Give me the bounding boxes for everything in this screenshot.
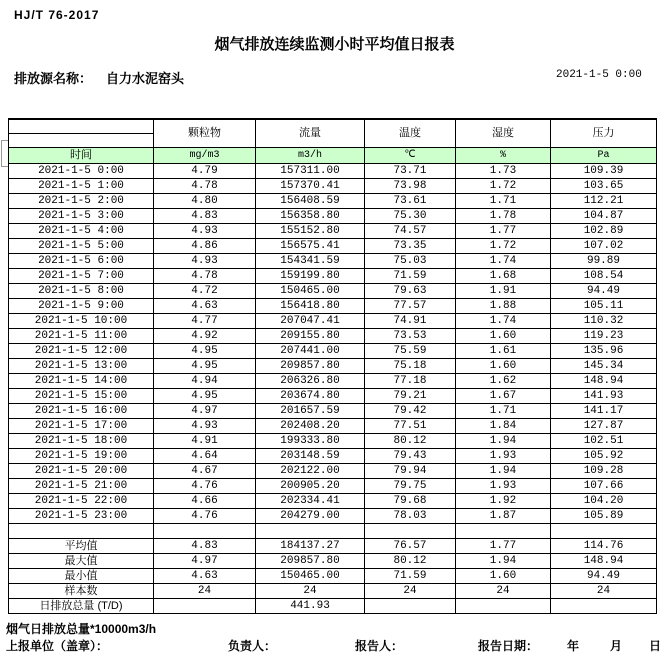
row-label-cell: 2021-1-5 8:00 <box>9 284 154 299</box>
value-cell: 1.88 <box>456 299 551 314</box>
col-header-pressure: 压力 <box>551 119 657 148</box>
value-cell: 80.12 <box>365 554 456 569</box>
value-cell: 1.60 <box>456 359 551 374</box>
row-label-cell: 2021-1-5 10:00 <box>9 314 154 329</box>
table-row <box>9 239 657 254</box>
value-cell: 4.76 <box>154 479 256 494</box>
value-cell: 4.67 <box>154 464 256 479</box>
table-row <box>9 494 657 509</box>
summary-row <box>9 554 657 569</box>
value-cell: 4.77 <box>154 314 256 329</box>
table-row <box>9 359 657 374</box>
value-cell: 4.91 <box>154 434 256 449</box>
value-cell: 107.02 <box>551 239 657 254</box>
value-cell: 4.76 <box>154 509 256 524</box>
value-cell: 141.93 <box>551 389 657 404</box>
value-cell: 4.78 <box>154 269 256 284</box>
day-label: 日 <box>649 639 662 653</box>
row-label-cell: 2021-1-5 13:00 <box>9 359 154 374</box>
value-cell: 4.86 <box>154 239 256 254</box>
value-cell: 202122.00 <box>256 464 365 479</box>
value-cell: 4.66 <box>154 494 256 509</box>
value-cell: 1.74 <box>456 254 551 269</box>
table-row <box>9 314 657 329</box>
value-cell: 150465.00 <box>256 284 365 299</box>
value-cell: 78.03 <box>365 509 456 524</box>
value-cell: 206326.80 <box>256 374 365 389</box>
value-cell: 102.89 <box>551 224 657 239</box>
value-cell: 77.18 <box>365 374 456 389</box>
value-cell: 104.87 <box>551 209 657 224</box>
value-cell: 1.72 <box>456 179 551 194</box>
value-cell: 24 <box>256 584 365 599</box>
value-cell: 202334.41 <box>256 494 365 509</box>
value-cell: 4.63 <box>154 299 256 314</box>
value-cell: 105.11 <box>551 299 657 314</box>
value-cell: 4.83 <box>154 209 256 224</box>
value-cell: 156358.80 <box>256 209 365 224</box>
standard-number: HJ/T 76-2017 <box>14 8 100 22</box>
monitoring-table <box>8 118 657 614</box>
value-cell: 1.93 <box>456 449 551 464</box>
value-cell: 112.21 <box>551 194 657 209</box>
emission-source-name: 自力水泥窑头 <box>106 71 185 86</box>
row-label-cell: 2021-1-5 16:00 <box>9 404 154 419</box>
row-label-cell: 2021-1-5 2:00 <box>9 194 154 209</box>
value-cell: 73.71 <box>365 164 456 179</box>
value-cell <box>154 599 256 614</box>
row-label-cell: 2021-1-5 11:00 <box>9 329 154 344</box>
print-margin-mark <box>1 140 8 167</box>
table-body <box>9 164 657 614</box>
value-cell: 75.03 <box>365 254 456 269</box>
value-cell: 1.94 <box>456 434 551 449</box>
value-cell: 4.92 <box>154 329 256 344</box>
value-cell: 105.89 <box>551 509 657 524</box>
value-cell: 209857.80 <box>256 359 365 374</box>
value-cell: 1.94 <box>456 464 551 479</box>
summary-row <box>9 599 657 614</box>
value-cell: 204279.00 <box>256 509 365 524</box>
table-row <box>9 404 657 419</box>
value-cell: 148.94 <box>551 374 657 389</box>
value-cell: 199333.80 <box>256 434 365 449</box>
value-cell: 1.77 <box>456 224 551 239</box>
value-cell: 209155.80 <box>256 329 365 344</box>
row-label-cell: 2021-1-5 6:00 <box>9 254 154 269</box>
row-label-cell: 最小值 <box>9 569 154 584</box>
value-cell: 4.95 <box>154 389 256 404</box>
report-date-label: 报告日期： <box>478 639 539 653</box>
row-label-cell: 2021-1-5 23:00 <box>9 509 154 524</box>
row-label-cell: 2021-1-5 18:00 <box>9 434 154 449</box>
value-cell: 127.87 <box>551 419 657 434</box>
value-cell <box>256 524 365 539</box>
value-cell: 114.76 <box>551 539 657 554</box>
table-row <box>9 179 657 194</box>
value-cell: 157370.41 <box>256 179 365 194</box>
value-cell: 154341.59 <box>256 254 365 269</box>
value-cell: 1.68 <box>456 269 551 284</box>
value-cell: 145.34 <box>551 359 657 374</box>
row-label-cell: 2021-1-5 14:00 <box>9 374 154 389</box>
row-label-cell: 样本数 <box>9 584 154 599</box>
value-cell: 1.62 <box>456 374 551 389</box>
value-cell: 73.98 <box>365 179 456 194</box>
value-cell: 203674.80 <box>256 389 365 404</box>
value-cell: 159199.80 <box>256 269 365 284</box>
value-cell: 79.63 <box>365 284 456 299</box>
value-cell: 24 <box>456 584 551 599</box>
row-label-cell: 2021-1-5 12:00 <box>9 344 154 359</box>
value-cell: 1.93 <box>456 479 551 494</box>
value-cell <box>551 599 657 614</box>
value-cell: 80.12 <box>365 434 456 449</box>
row-label-cell <box>9 524 154 539</box>
value-cell: 4.93 <box>154 254 256 269</box>
header-empty-cell-bottom <box>9 134 154 148</box>
value-cell: 1.72 <box>456 239 551 254</box>
table-row <box>9 419 657 434</box>
value-cell: 104.20 <box>551 494 657 509</box>
value-cell: 1.77 <box>456 539 551 554</box>
value-cell: 75.18 <box>365 359 456 374</box>
table-row <box>9 374 657 389</box>
value-cell: 1.71 <box>456 404 551 419</box>
value-cell: 79.68 <box>365 494 456 509</box>
month-label: 月 <box>610 639 623 653</box>
header-row-top <box>9 119 657 134</box>
value-cell: 1.61 <box>456 344 551 359</box>
units-row <box>9 148 657 164</box>
value-cell: 1.94 <box>456 554 551 569</box>
table-row <box>9 509 657 524</box>
table-row <box>9 464 657 479</box>
value-cell: 24 <box>365 584 456 599</box>
value-cell: 4.78 <box>154 179 256 194</box>
value-cell: 1.60 <box>456 569 551 584</box>
row-label-cell: 2021-1-5 3:00 <box>9 209 154 224</box>
value-cell: 79.43 <box>365 449 456 464</box>
value-cell <box>154 524 256 539</box>
table-row <box>9 479 657 494</box>
unit-humidity: % <box>456 148 551 164</box>
table-row <box>9 269 657 284</box>
value-cell: 109.28 <box>551 464 657 479</box>
value-cell: 4.97 <box>154 554 256 569</box>
page-title: 烟气排放连续监测小时平均值日报表 <box>214 36 455 53</box>
value-cell: 109.39 <box>551 164 657 179</box>
value-cell: 4.63 <box>154 569 256 584</box>
row-label-cell: 2021-1-5 15:00 <box>9 389 154 404</box>
value-cell: 141.17 <box>551 404 657 419</box>
value-cell: 102.51 <box>551 434 657 449</box>
value-cell: 107.66 <box>551 479 657 494</box>
emission-source-label: 排放源名称： <box>14 71 93 86</box>
value-cell: 4.79 <box>154 164 256 179</box>
row-label-cell: 2021-1-5 21:00 <box>9 479 154 494</box>
value-cell: 135.96 <box>551 344 657 359</box>
value-cell: 201657.59 <box>256 404 365 419</box>
value-cell <box>456 599 551 614</box>
value-cell: 200905.20 <box>256 479 365 494</box>
value-cell: 4.94 <box>154 374 256 389</box>
value-cell: 4.95 <box>154 344 256 359</box>
row-label-cell: 最大值 <box>9 554 154 569</box>
value-cell: 4.64 <box>154 449 256 464</box>
value-cell: 24 <box>154 584 256 599</box>
table-row <box>9 194 657 209</box>
value-cell: 79.94 <box>365 464 456 479</box>
value-cell: 155152.80 <box>256 224 365 239</box>
reporter-label: 报告人： <box>355 639 404 653</box>
value-cell: 156408.59 <box>256 194 365 209</box>
value-cell: 110.32 <box>551 314 657 329</box>
unit-pressure: Pa <box>551 148 657 164</box>
value-cell: 94.49 <box>551 284 657 299</box>
row-label-cell: 2021-1-5 17:00 <box>9 419 154 434</box>
value-cell <box>365 524 456 539</box>
value-cell: 71.59 <box>365 269 456 284</box>
report-unit-label: 上报单位（盖章）： <box>6 639 109 653</box>
value-cell: 79.75 <box>365 479 456 494</box>
value-cell: 156575.41 <box>256 239 365 254</box>
row-label-cell: 2021-1-5 19:00 <box>9 449 154 464</box>
col-header-temperature: 温度 <box>365 119 456 148</box>
value-cell: 79.21 <box>365 389 456 404</box>
value-cell: 148.94 <box>551 554 657 569</box>
row-label-cell: 2021-1-5 22:00 <box>9 494 154 509</box>
value-cell: 77.51 <box>365 419 456 434</box>
value-cell: 4.72 <box>154 284 256 299</box>
value-cell: 4.93 <box>154 419 256 434</box>
value-cell: 209857.80 <box>256 554 365 569</box>
value-cell: 73.35 <box>365 239 456 254</box>
table-row <box>9 209 657 224</box>
row-label-cell: 2021-1-5 9:00 <box>9 299 154 314</box>
value-cell: 73.61 <box>365 194 456 209</box>
total-emission-note: 烟气日排放总量*10000m3/h <box>6 622 157 636</box>
value-cell <box>365 599 456 614</box>
value-cell: 108.54 <box>551 269 657 284</box>
row-label-cell: 2021-1-5 0:00 <box>9 164 154 179</box>
value-cell: 1.73 <box>456 164 551 179</box>
col-header-flow: 流量 <box>256 119 365 148</box>
value-cell: 71.59 <box>365 569 456 584</box>
value-cell: 1.92 <box>456 494 551 509</box>
value-cell: 74.91 <box>365 314 456 329</box>
value-cell: 1.87 <box>456 509 551 524</box>
value-cell: 184137.27 <box>256 539 365 554</box>
value-cell: 4.83 <box>154 539 256 554</box>
table-row <box>9 164 657 179</box>
report-datetime: 2021-1-5 0:00 <box>556 69 642 81</box>
value-cell: 4.95 <box>154 359 256 374</box>
value-cell: 157311.00 <box>256 164 365 179</box>
value-cell: 1.71 <box>456 194 551 209</box>
value-cell: 1.60 <box>456 329 551 344</box>
value-cell: 202408.20 <box>256 419 365 434</box>
value-cell: 77.57 <box>365 299 456 314</box>
summary-row <box>9 584 657 599</box>
col-header-particulate: 颗粒物 <box>154 119 256 148</box>
value-cell: 74.57 <box>365 224 456 239</box>
responsible-label: 负责人： <box>228 639 277 653</box>
value-cell <box>456 524 551 539</box>
summary-row <box>9 539 657 554</box>
year-label: 年 <box>567 639 580 653</box>
value-cell: 119.23 <box>551 329 657 344</box>
row-label-cell: 2021-1-5 1:00 <box>9 179 154 194</box>
unit-particulate: mg/m3 <box>154 148 256 164</box>
row-label-cell: 2021-1-5 7:00 <box>9 269 154 284</box>
spacer-row <box>9 524 657 539</box>
table-row <box>9 329 657 344</box>
value-cell: 156418.80 <box>256 299 365 314</box>
value-cell: 94.49 <box>551 569 657 584</box>
col-header-humidity: 湿度 <box>456 119 551 148</box>
value-cell: 207047.41 <box>256 314 365 329</box>
table-row <box>9 434 657 449</box>
value-cell: 207441.00 <box>256 344 365 359</box>
table-row <box>9 284 657 299</box>
row-label-cell: 2021-1-5 4:00 <box>9 224 154 239</box>
value-cell: 203148.59 <box>256 449 365 464</box>
value-cell: 73.53 <box>365 329 456 344</box>
table-row <box>9 389 657 404</box>
value-cell: 103.65 <box>551 179 657 194</box>
value-cell: 1.67 <box>456 389 551 404</box>
row-label-cell: 2021-1-5 20:00 <box>9 464 154 479</box>
unit-flow: m3/h <box>256 148 365 164</box>
value-cell: 441.93 <box>256 599 365 614</box>
table-row <box>9 224 657 239</box>
value-cell: 79.42 <box>365 404 456 419</box>
row-label-cell: 2021-1-5 5:00 <box>9 239 154 254</box>
unit-temperature: ℃ <box>365 148 456 164</box>
table-row <box>9 299 657 314</box>
table-row <box>9 449 657 464</box>
time-column-header: 时间 <box>9 148 154 164</box>
value-cell: 105.92 <box>551 449 657 464</box>
summary-row <box>9 569 657 584</box>
value-cell: 76.57 <box>365 539 456 554</box>
table-row <box>9 254 657 269</box>
value-cell: 75.30 <box>365 209 456 224</box>
value-cell: 1.78 <box>456 209 551 224</box>
value-cell: 1.84 <box>456 419 551 434</box>
row-label-cell: 平均值 <box>9 539 154 554</box>
value-cell: 1.91 <box>456 284 551 299</box>
value-cell: 4.80 <box>154 194 256 209</box>
value-cell: 75.59 <box>365 344 456 359</box>
table-row <box>9 344 657 359</box>
value-cell: 4.97 <box>154 404 256 419</box>
value-cell: 24 <box>551 584 657 599</box>
value-cell: 1.74 <box>456 314 551 329</box>
value-cell <box>551 524 657 539</box>
header-empty-cell-top <box>9 119 154 134</box>
row-label-cell: 日排放总量 (T/D) <box>9 599 154 614</box>
value-cell: 4.93 <box>154 224 256 239</box>
value-cell: 150465.00 <box>256 569 365 584</box>
emission-source-row <box>14 68 184 87</box>
value-cell: 99.89 <box>551 254 657 269</box>
